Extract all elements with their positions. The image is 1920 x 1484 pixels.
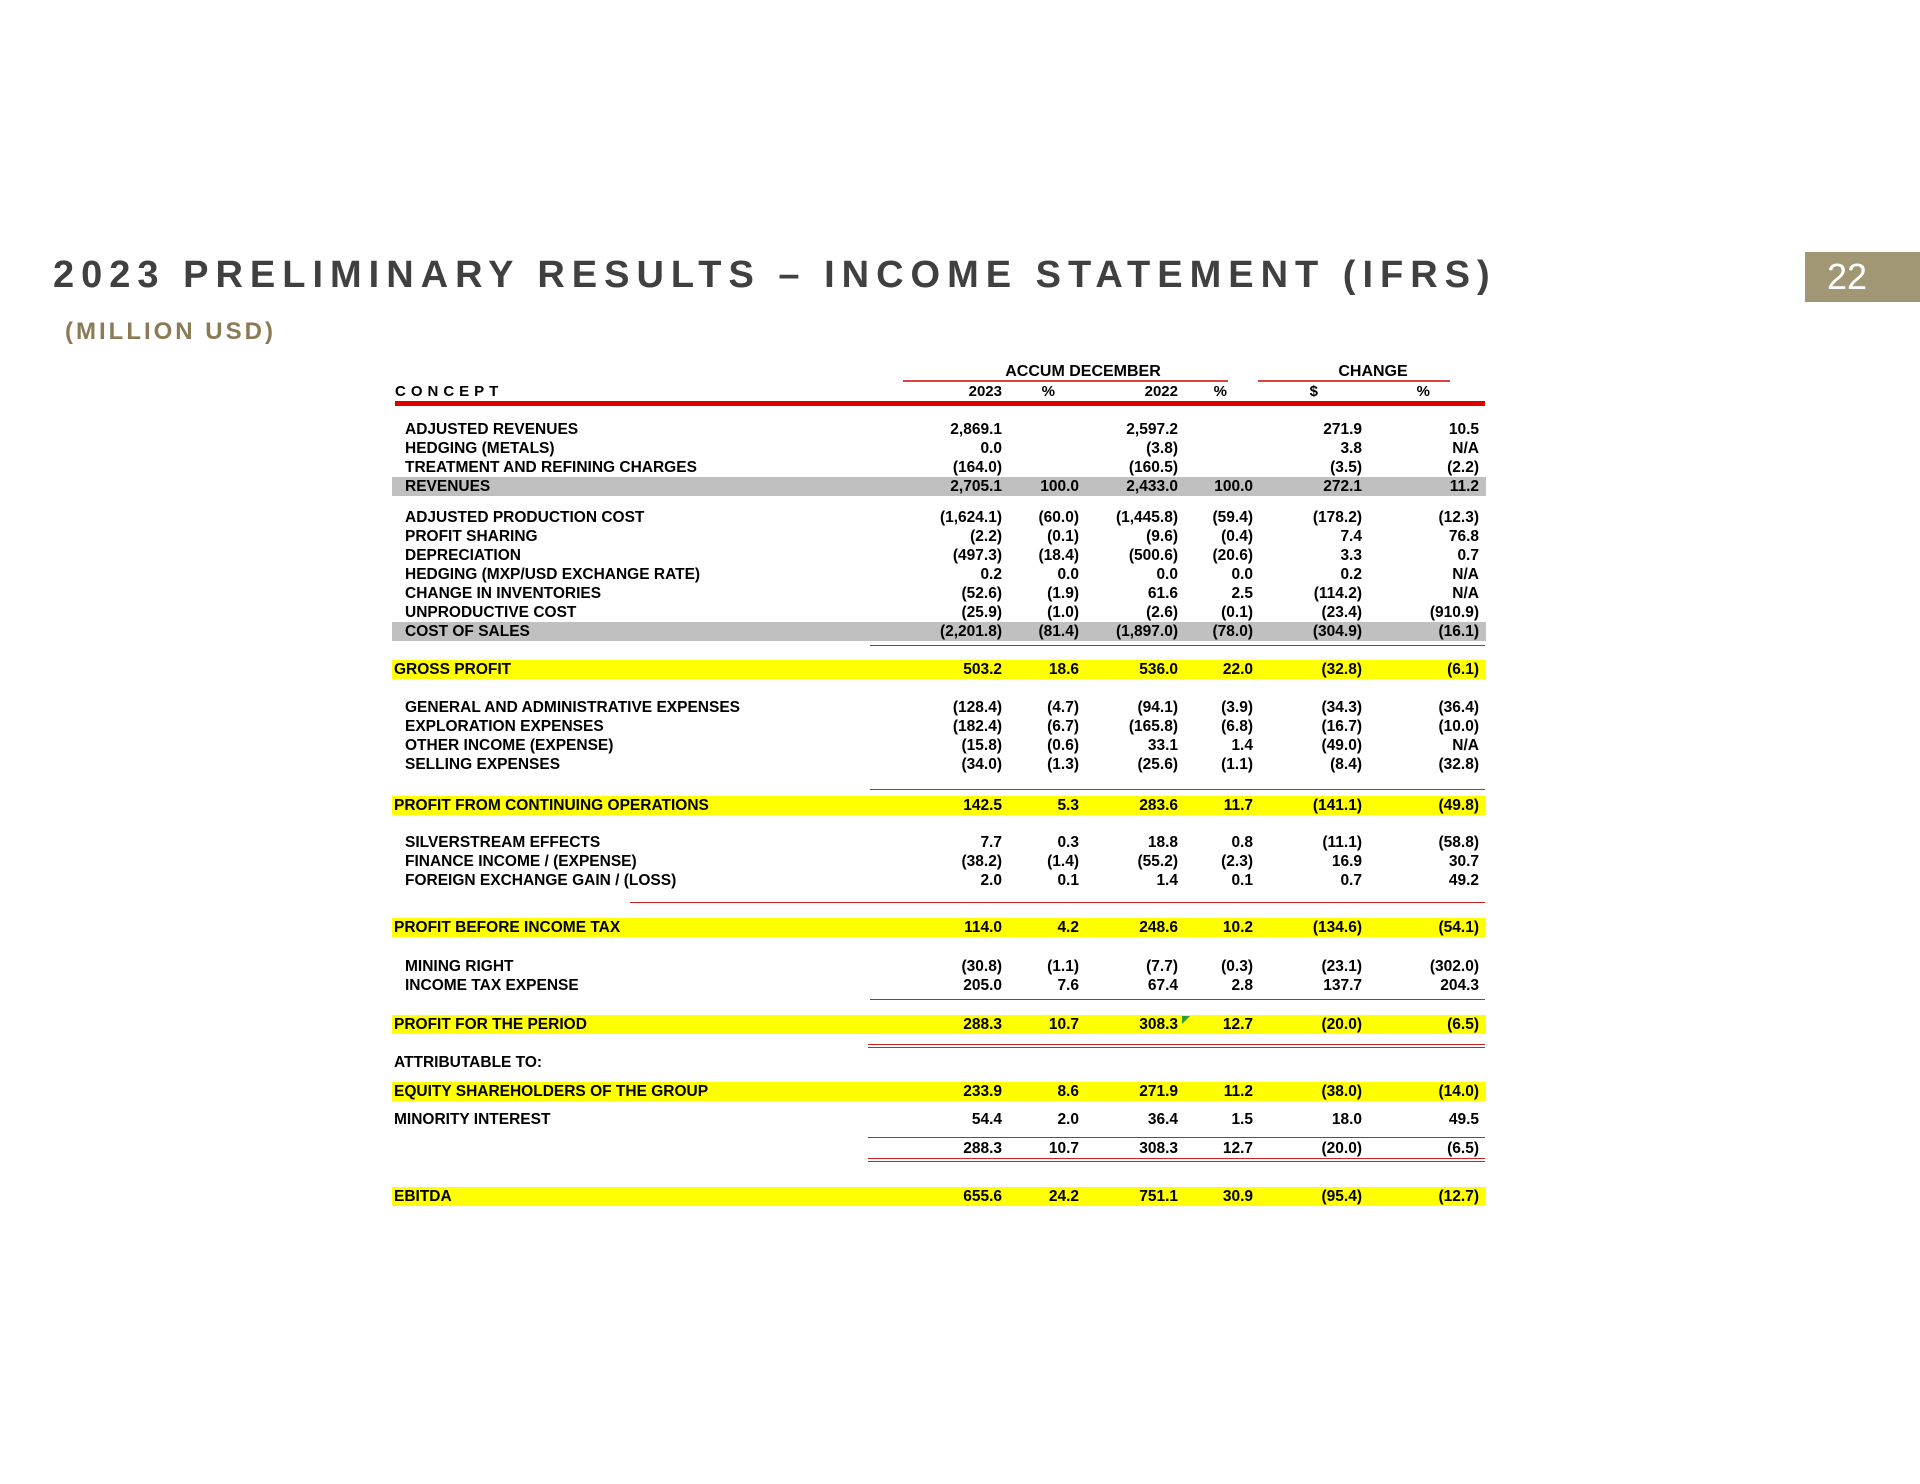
- row-value: 2.0: [980, 872, 1002, 889]
- row-value: N/A: [1452, 737, 1479, 754]
- row-value: 3.8: [1340, 440, 1362, 457]
- row-label: GROSS PROFIT: [394, 661, 512, 678]
- row-value: (34.0): [961, 756, 1002, 773]
- table-row: [392, 918, 1486, 937]
- row-value: (38.0): [1321, 1083, 1362, 1100]
- row-value: 7.6: [1057, 977, 1079, 994]
- row-value: 204.3: [1440, 977, 1479, 994]
- row-value: (3.5): [1330, 459, 1362, 476]
- row-value: (16.7): [1321, 718, 1362, 735]
- table-row: [392, 477, 1486, 496]
- row-value: (23.1): [1321, 958, 1362, 975]
- change-header-rule: [1258, 380, 1450, 382]
- row-value: 12.7: [1222, 1140, 1253, 1157]
- table-row: [392, 852, 1486, 871]
- row-value: (9.6): [1146, 528, 1178, 545]
- row-label: FINANCE INCOME / (EXPENSE): [405, 853, 637, 870]
- row-value: 12.7: [1222, 1016, 1253, 1033]
- row-value: (160.5): [1128, 459, 1178, 476]
- row-value: 0.1: [1057, 872, 1079, 889]
- row-value: (2.2): [970, 528, 1002, 545]
- row-label: EBITDA: [394, 1188, 452, 1205]
- row-value: (1.3): [1047, 756, 1079, 773]
- row-value: (1.1): [1047, 958, 1079, 975]
- row-value: (1,897.0): [1115, 623, 1178, 640]
- row-value: N/A: [1452, 566, 1479, 583]
- row-value: 142.5: [963, 797, 1002, 814]
- row-value: 49.5: [1448, 1111, 1479, 1128]
- row-value: 61.6: [1147, 585, 1178, 602]
- row-value: (0.6): [1047, 737, 1079, 754]
- row-value: (15.8): [961, 737, 1002, 754]
- row-value: 16.9: [1331, 853, 1362, 870]
- row-value: 2,705.1: [950, 478, 1002, 495]
- row-value: 100.0: [1214, 478, 1253, 495]
- row-value: (2.2): [1447, 459, 1479, 476]
- row-value: (58.8): [1438, 834, 1479, 851]
- row-value: 18.0: [1331, 1111, 1362, 1128]
- row-value: (34.3): [1321, 699, 1362, 716]
- row-value: (1.1): [1221, 756, 1253, 773]
- total-rule: [870, 999, 1485, 1000]
- row-value: (32.8): [1438, 756, 1479, 773]
- col-change-usd-header: $: [1309, 383, 1318, 400]
- row-value: (49.0): [1321, 737, 1362, 754]
- row-value: 0.3: [1057, 834, 1079, 851]
- row-value: (32.8): [1321, 661, 1362, 678]
- row-value: 5.3: [1057, 797, 1079, 814]
- row-value: (134.6): [1312, 919, 1362, 936]
- row-value: (38.2): [961, 853, 1002, 870]
- row-value: 272.1: [1323, 478, 1362, 495]
- row-value: 76.8: [1448, 528, 1479, 545]
- row-value: (12.7): [1438, 1188, 1479, 1205]
- table-row: [392, 717, 1486, 736]
- row-value: 137.7: [1323, 977, 1362, 994]
- row-value: 8.6: [1057, 1083, 1079, 1100]
- table-row: [392, 736, 1486, 755]
- row-value: 100.0: [1040, 478, 1079, 495]
- row-value: (1,624.1): [939, 509, 1002, 526]
- row-value: 2,597.2: [1126, 421, 1178, 438]
- row-value: (164.0): [952, 459, 1002, 476]
- row-value: (95.4): [1321, 1188, 1362, 1205]
- page-number-badge: 22: [1805, 252, 1920, 302]
- total-rule: [870, 789, 1485, 790]
- table-row: [392, 796, 1486, 815]
- row-value: 0.0: [1231, 566, 1253, 583]
- row-value: 288.3: [963, 1016, 1002, 1033]
- row-label: PROFIT BEFORE INCOME TAX: [394, 919, 621, 936]
- table-row: [392, 603, 1486, 622]
- header-rule: [395, 401, 1485, 406]
- total-rule: [868, 1044, 1485, 1048]
- row-value: 10.5: [1448, 421, 1479, 438]
- row-value: (6.8): [1221, 718, 1253, 735]
- row-value: (0.4): [1221, 528, 1253, 545]
- row-value: 11.7: [1223, 797, 1253, 814]
- row-value: (128.4): [952, 699, 1002, 716]
- table-row: [392, 976, 1486, 995]
- row-value: (1.4): [1047, 853, 1079, 870]
- row-value: (94.1): [1137, 699, 1178, 716]
- row-value: (141.1): [1312, 797, 1362, 814]
- row-value: 114.0: [964, 919, 1002, 936]
- row-value: (1.9): [1047, 585, 1079, 602]
- row-value: 2,869.1: [950, 421, 1002, 438]
- row-value: (0.3): [1221, 958, 1253, 975]
- row-value: 308.3: [1139, 1016, 1178, 1033]
- row-value: 288.3: [963, 1140, 1002, 1157]
- row-value: 536.0: [1139, 661, 1178, 678]
- row-value: 30.7: [1448, 853, 1479, 870]
- row-value: 11.2: [1223, 1083, 1253, 1100]
- row-value: (182.4): [952, 718, 1002, 735]
- row-value: (6.1): [1447, 661, 1479, 678]
- row-value: 7.7: [980, 834, 1002, 851]
- table-row: [392, 1187, 1486, 1206]
- row-value: (910.9): [1429, 604, 1479, 621]
- row-value: (23.4): [1321, 604, 1362, 621]
- col-change-pct-header: %: [1416, 383, 1430, 400]
- row-label: HEDGING (METALS): [405, 440, 555, 457]
- accum-header-rule: [903, 380, 1228, 382]
- table-row: [392, 660, 1486, 679]
- row-value: 7.4: [1340, 528, 1362, 545]
- row-value: 67.4: [1147, 977, 1178, 994]
- row-value: 0.7: [1340, 872, 1362, 889]
- row-value: (0.1): [1047, 528, 1079, 545]
- row-label: PROFIT SHARING: [405, 528, 538, 545]
- table-row: [392, 508, 1486, 527]
- table-row: [392, 622, 1486, 641]
- row-value: (81.4): [1038, 623, 1079, 640]
- row-value: 54.4: [971, 1111, 1002, 1128]
- row-value: (500.6): [1128, 547, 1178, 564]
- row-value: 3.3: [1340, 547, 1362, 564]
- accum-december-header: ACCUM DECEMBER: [1005, 363, 1161, 380]
- row-value: (4.7): [1047, 699, 1079, 716]
- comment-marker-icon: [1182, 1016, 1190, 1024]
- table-row: [392, 458, 1486, 477]
- table-row: [392, 1053, 1486, 1072]
- row-value: (54.1): [1438, 919, 1479, 936]
- row-value: (55.2): [1137, 853, 1178, 870]
- row-value: 751.1: [1139, 1188, 1178, 1205]
- total-rule: [868, 1137, 1485, 1138]
- row-value: 30.9: [1222, 1188, 1253, 1205]
- row-value: 2,433.0: [1126, 478, 1178, 495]
- row-value: 1.5: [1231, 1111, 1253, 1128]
- total-rule: [868, 1158, 1485, 1162]
- row-label: ATTRIBUTABLE TO:: [394, 1054, 543, 1071]
- row-value: 2.0: [1057, 1111, 1079, 1128]
- row-value: (3.9): [1221, 699, 1253, 716]
- row-value: 655.6: [963, 1188, 1002, 1205]
- row-value: N/A: [1452, 440, 1479, 457]
- row-value: 24.2: [1048, 1188, 1079, 1205]
- table-row: [392, 755, 1486, 774]
- row-value: (11.1): [1322, 834, 1362, 851]
- row-value: (52.6): [961, 585, 1002, 602]
- page-title: 2023 PRELIMINARY RESULTS – INCOME STATEMENT (IFRS): [53, 254, 1497, 296]
- row-label: MINORITY INTEREST: [394, 1111, 551, 1128]
- row-value: 271.9: [1323, 421, 1362, 438]
- row-value: (2,201.8): [939, 623, 1002, 640]
- row-label: PROFIT FROM CONTINUING OPERATIONS: [394, 797, 709, 814]
- change-header: CHANGE: [1338, 363, 1408, 380]
- row-label: SELLING EXPENSES: [405, 756, 561, 773]
- row-value: 2.8: [1231, 977, 1253, 994]
- col-2022-header: 2022: [1144, 383, 1178, 400]
- row-label: MINING RIGHT: [405, 958, 514, 975]
- row-value: 10.7: [1048, 1140, 1079, 1157]
- row-value: (114.2): [1313, 585, 1362, 602]
- row-label: SILVERSTREAM EFFECTS: [405, 834, 601, 851]
- row-value: 0.0: [1156, 566, 1178, 583]
- row-value: 33.1: [1147, 737, 1178, 754]
- row-value: 233.9: [963, 1083, 1002, 1100]
- row-label: DEPRECIATION: [405, 547, 521, 564]
- row-value: (78.0): [1212, 623, 1253, 640]
- row-label: ADJUSTED PRODUCTION COST: [405, 509, 645, 526]
- row-value: 0.1: [1231, 872, 1253, 889]
- page-subtitle: (MILLION USD): [65, 318, 276, 345]
- row-value: 1.4: [1231, 737, 1253, 754]
- row-value: (59.4): [1212, 509, 1253, 526]
- row-value: 0.2: [1340, 566, 1362, 583]
- row-label: EXPLORATION EXPENSES: [405, 718, 604, 735]
- row-value: 22.0: [1222, 661, 1253, 678]
- row-label: FOREIGN EXCHANGE GAIN / (LOSS): [405, 872, 677, 889]
- row-value: (1,445.8): [1115, 509, 1178, 526]
- row-value: 18.8: [1147, 834, 1178, 851]
- row-value: 2.5: [1231, 585, 1253, 602]
- row-value: (304.9): [1312, 623, 1362, 640]
- row-value: (165.8): [1128, 718, 1178, 735]
- row-value: (6.5): [1447, 1140, 1479, 1157]
- row-value: (16.1): [1438, 623, 1479, 640]
- concept-header: CONCEPT: [395, 383, 504, 400]
- table-row: [392, 420, 1486, 439]
- row-value: 11.2: [1449, 478, 1479, 495]
- table-row: [392, 833, 1486, 852]
- table-row: [392, 527, 1486, 546]
- row-value: (6.5): [1447, 1016, 1479, 1033]
- row-value: (3.8): [1146, 440, 1178, 457]
- row-value: 248.6: [1139, 919, 1178, 936]
- table-row: [392, 1082, 1486, 1101]
- row-value: 36.4: [1147, 1111, 1178, 1128]
- row-value: (10.0): [1438, 718, 1479, 735]
- row-value: (8.4): [1330, 756, 1362, 773]
- row-value: (20.0): [1321, 1016, 1362, 1033]
- row-value: (178.2): [1312, 509, 1362, 526]
- row-label: TREATMENT AND REFINING CHARGES: [405, 459, 697, 476]
- row-value: 10.7: [1048, 1016, 1079, 1033]
- row-value: (25.6): [1137, 756, 1178, 773]
- row-value: (20.6): [1212, 547, 1253, 564]
- row-value: (20.0): [1321, 1140, 1362, 1157]
- row-value: (30.8): [961, 958, 1002, 975]
- row-value: (14.0): [1438, 1083, 1479, 1100]
- table-row: [392, 1015, 1486, 1034]
- row-label: HEDGING (MXP/USD EXCHANGE RATE): [405, 566, 701, 583]
- table-row: [392, 1139, 1486, 1158]
- row-value: (6.7): [1047, 718, 1079, 735]
- row-label: UNPRODUCTIVE COST: [405, 604, 577, 621]
- row-label: OTHER INCOME (EXPENSE): [405, 737, 614, 754]
- row-value: 0.0: [1057, 566, 1079, 583]
- row-value: (2.6): [1146, 604, 1178, 621]
- table-row: [392, 871, 1486, 890]
- table-row: [392, 439, 1486, 458]
- row-value: (0.1): [1221, 604, 1253, 621]
- row-label: CHANGE IN INVENTORIES: [405, 585, 602, 602]
- row-value: 10.2: [1222, 919, 1253, 936]
- row-value: (2.3): [1221, 853, 1253, 870]
- table-row: [392, 584, 1486, 603]
- row-value: 503.2: [963, 661, 1002, 678]
- row-value: N/A: [1452, 585, 1479, 602]
- row-value: 0.2: [980, 566, 1002, 583]
- row-value: (7.7): [1146, 958, 1178, 975]
- table-row: [392, 1110, 1486, 1129]
- row-value: 308.3: [1139, 1140, 1178, 1157]
- row-label: GENERAL AND ADMINISTRATIVE EXPENSES: [405, 699, 741, 716]
- row-value: (302.0): [1429, 958, 1479, 975]
- table-row: [392, 698, 1486, 717]
- row-value: (1.0): [1047, 604, 1079, 621]
- total-rule: [630, 902, 1485, 903]
- table-row: [392, 546, 1486, 565]
- row-value: (18.4): [1038, 547, 1079, 564]
- row-label: REVENUES: [405, 478, 491, 495]
- table-row: [392, 957, 1486, 976]
- row-value: (497.3): [952, 547, 1002, 564]
- row-label: INCOME TAX EXPENSE: [405, 977, 579, 994]
- row-value: 283.6: [1139, 797, 1178, 814]
- row-value: 49.2: [1448, 872, 1479, 889]
- col-2022-pct-header: %: [1213, 383, 1227, 400]
- row-value: (49.8): [1438, 797, 1479, 814]
- row-value: (12.3): [1438, 509, 1479, 526]
- row-label: COST OF SALES: [405, 623, 530, 640]
- row-value: 18.6: [1048, 661, 1079, 678]
- table-row: [392, 565, 1486, 584]
- col-2023-header: 2023: [968, 383, 1002, 400]
- row-value: 0.7: [1457, 547, 1479, 564]
- row-value: (25.9): [961, 604, 1002, 621]
- row-value: 271.9: [1139, 1083, 1178, 1100]
- row-value: (36.4): [1438, 699, 1479, 716]
- row-value: 1.4: [1156, 872, 1178, 889]
- row-label: ADJUSTED REVENUES: [405, 421, 579, 438]
- row-value: (60.0): [1038, 509, 1079, 526]
- row-value: 205.0: [963, 977, 1002, 994]
- row-value: 4.2: [1057, 919, 1079, 936]
- row-label: EQUITY SHAREHOLDERS OF THE GROUP: [394, 1083, 709, 1100]
- row-value: 0.8: [1231, 834, 1253, 851]
- row-value: 0.0: [980, 440, 1002, 457]
- total-rule: [870, 645, 1485, 646]
- row-label: PROFIT FOR THE PERIOD: [394, 1016, 587, 1033]
- col-2023-pct-header: %: [1041, 383, 1055, 400]
